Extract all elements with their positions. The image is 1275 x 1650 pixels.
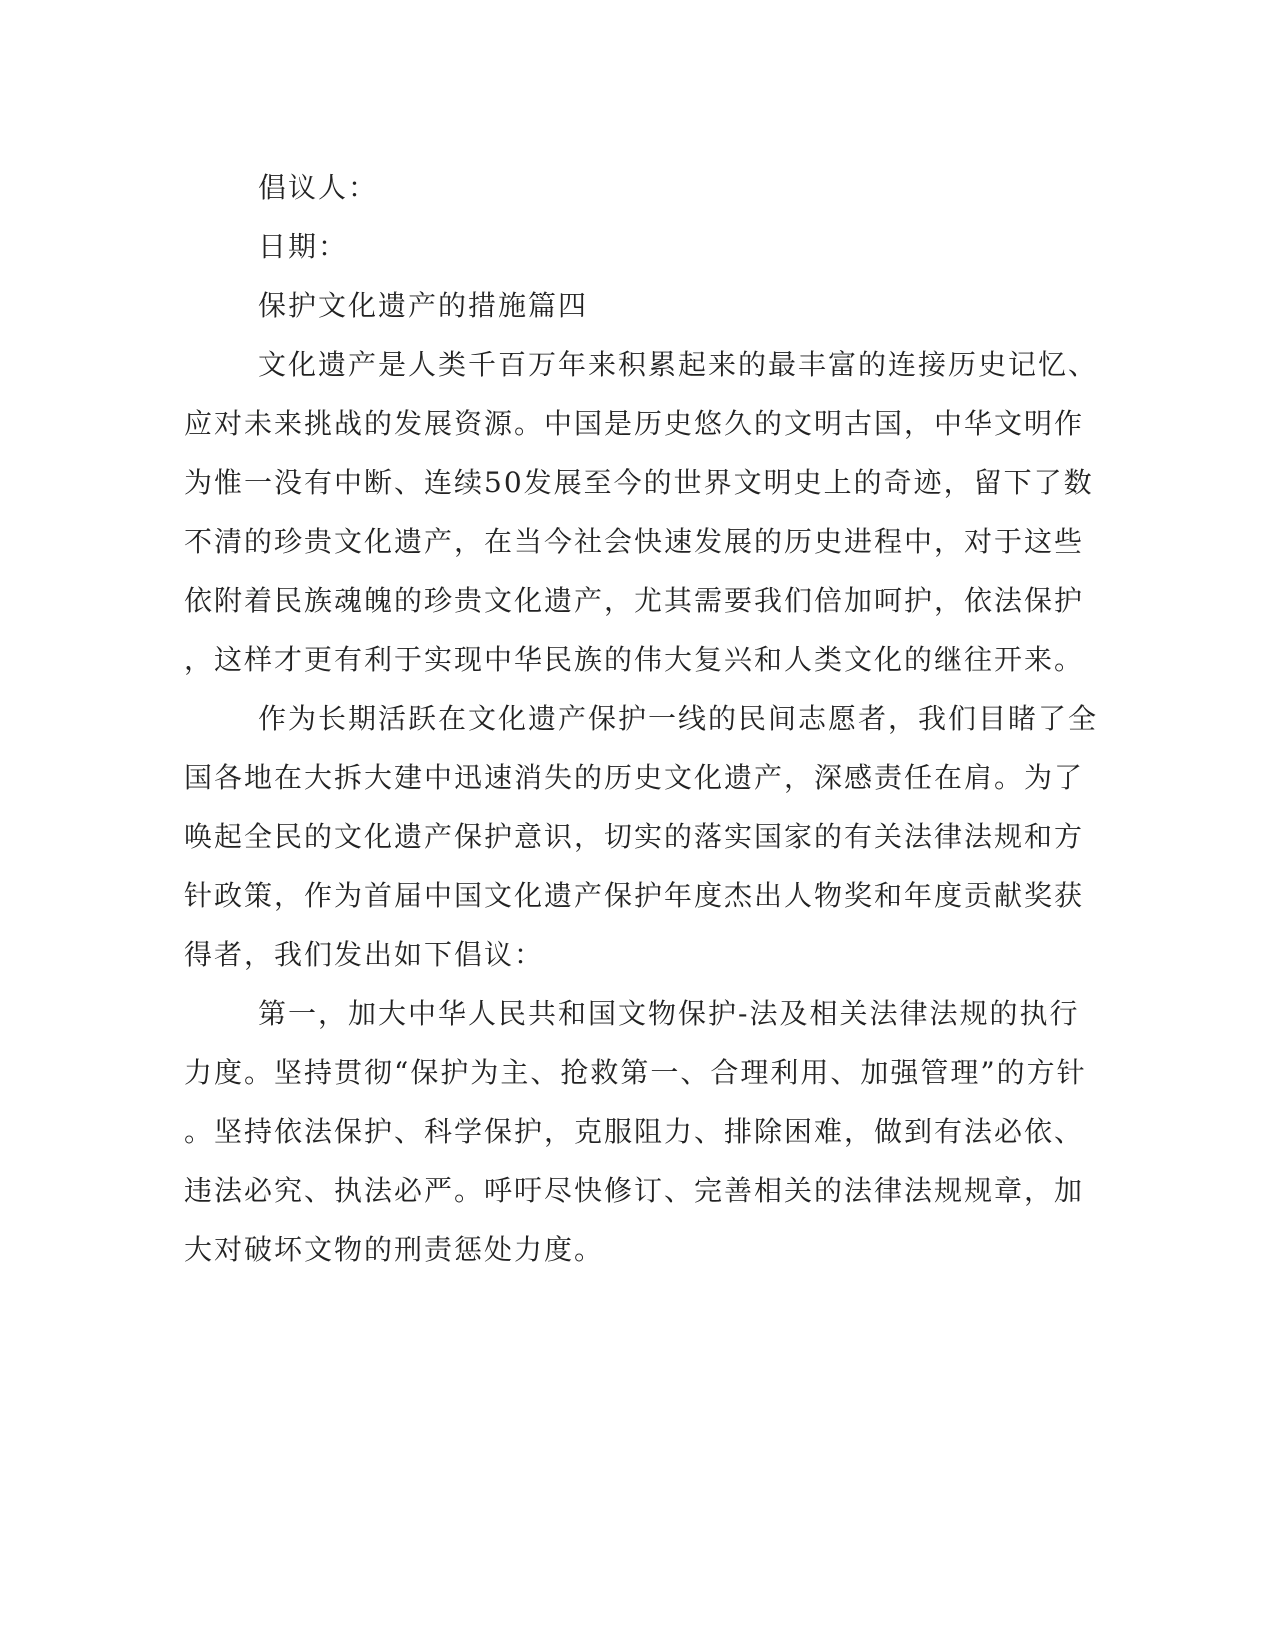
paragraph-line: 作为长期活跃在文化遗产保护一线的民间志愿者，我们目睹了全 <box>258 702 1099 735</box>
paragraph-line: 文化遗产是人类千百万年来积累起来的最丰富的连接历史记忆、 <box>258 348 1099 381</box>
paragraph-line: 唤起全民的文化遗产保护意识，切实的落实国家的有关法律法规和方 <box>184 820 1085 853</box>
paragraph-line: 国各地在大拆大建中迅速消失的历史文化遗产，深感责任在肩。为了 <box>184 761 1085 794</box>
document-body <box>184 158 1099 1279</box>
paragraph-line: 大对破坏文物的刑责惩处力度。 <box>184 1233 605 1266</box>
signatory-label: 倡议人： <box>258 171 379 204</box>
section-title: 保护文化遗产的措施篇四 <box>258 289 589 322</box>
paragraph-line: 第一，加大中华人民共和国文物保护-法及相关法律法规的执行 <box>258 997 1080 1030</box>
date-label: 日期： <box>258 230 349 263</box>
paragraph-line: 力度。坚持贯彻“保护为主、抢救第一、合理利用、加强管理”的方针 <box>184 1056 1087 1089</box>
paragraph-line: 依附着民族魂魄的珍贵文化遗产，尤其需要我们倍加呵护，依法保护 <box>184 584 1085 617</box>
paragraph-line: 为惟一没有中断、连续50发展至今的世界文明史上的奇迹，留下了数 <box>184 466 1094 499</box>
paragraph-line: 不清的珍贵文化遗产，在当今社会快速发展的历史进程中，对于这些 <box>184 525 1085 558</box>
paragraph-line: 得者，我们发出如下倡议： <box>184 938 545 971</box>
paragraph-line: 违法必究、执法必严。呼吁尽快修订、完善相关的法律法规规章，加 <box>184 1174 1085 1207</box>
paragraph-line: 。坚持依法保护、科学保护，克服阻力、排除困难，做到有法必依、 <box>184 1115 1085 1148</box>
paragraph-line: 针政策，作为首届中国文化遗产保护年度杰出人物奖和年度贡献奖获 <box>184 879 1085 912</box>
paragraph-line: ，这样才更有利于实现中华民族的伟大复兴和人类文化的继往开来。 <box>184 643 1085 676</box>
paragraph-line: 应对未来挑战的发展资源。中国是历史悠久的文明古国，中华文明作 <box>184 407 1085 440</box>
